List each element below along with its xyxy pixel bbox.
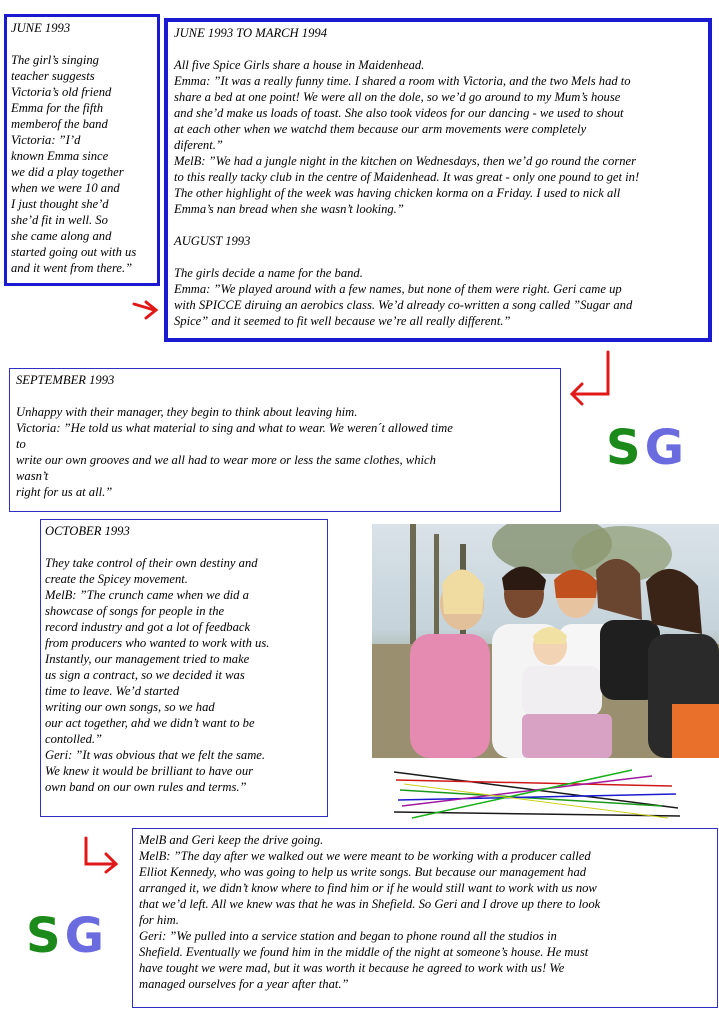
june-march-body: All five Spice Girls share a house in Maidenhead. Emma: ”It was a really funny time. I shared a room with Victoria, and the two Mels had to share a bed at one point! We were all on the dole, so we’d go around to my Mum’s house and she’d make us loads of toast. She also took videos for our dancing - we used to shout at each other when we watchd them because our arm movements were completely diferent.” MelB: ”We had a jungle night in the kitchen on Wednesdays, then we’d go round the corner to this really tacky club in the centre of Maidenhead. It was great - only one pound to get in! The other highlight of the week was having chicken korma on a Friday. I used to nick all Emma’s nan bread when she wasn’t looking.”	[174, 58, 640, 216]
sg-logo-bottom	[26, 908, 108, 964]
band-photo	[372, 524, 719, 758]
logo-g-bottom: G	[64, 908, 108, 964]
sg-logo	[606, 420, 688, 476]
october-1993-box	[40, 519, 328, 817]
august-1993-body: The girls decide a name for the band. Emma: ”We played around with a few names, but none of them were right. Geri came up with SPICCE diruing an aerobics class. We’d already co-written a song called ”Sugar and Spice” and it seemed to fit well because we’re all really different.”	[174, 266, 633, 328]
scribble-lines-decoration	[392, 766, 682, 822]
band-photo-illustration	[372, 524, 719, 758]
logo-g: G	[644, 420, 688, 476]
arrow-right-icon	[132, 296, 162, 320]
september-1993-heading: SEPTEMBER 1993	[16, 373, 115, 387]
drive-box	[132, 828, 718, 1008]
october-1993-body: They take control of their own destiny and create the Spicey movement. MelB: ”The crunch came when we did a showcase of songs for people in the record industry and got a lot of feedback from producers who wanted to work with us. Instantly, our management tried to make us sign a contract, so we decided it was time to leave. We’d started writing our own songs, so we had our act together, ahd we didn’t want to be contolled.” Geri: ”It was obvious that we felt the same. We knew it would be brilliant to have our own band on our own rules and terms.”	[45, 556, 270, 794]
june-1993-heading: JUNE 1993	[11, 21, 71, 35]
logo-s-bottom: S	[26, 908, 65, 964]
august-1993-heading: AUGUST 1993	[174, 234, 251, 248]
june-march-heading: JUNE 1993 TO MARCH 1994	[174, 26, 327, 40]
september-1993-box	[9, 368, 561, 512]
logo-s: S	[606, 420, 645, 476]
arrow-down-right-icon	[80, 836, 124, 874]
drive-body: MelB and Geri keep the drive going. MelB: ”The day after we walked out we were meant to be working with a producer called Elliot Kennedy, who was going to help us write songs. But because our management had arranged it, we didn’t know where to find him or if he would still want to work with us now that we’d left. All we knew was that he was in Shefield. So Geri and I drove up there to look for him. Geri: ”We pulled into a service station and began to phone round all the studios in Shefield. Eventually we found him in the middle of the night at someone’s house. He must have tought we were mad, but it was worth it because he agreed to work with us! We managed ourselves for a year after that.”	[139, 833, 601, 991]
october-1993-heading: OCTOBER 1993	[45, 524, 130, 538]
september-1993-body: Unhappy with their manager, they begin to think about leaving him. Victoria: ”He told us what material to sing and what to wear. We weren´t allowed time to write our own grooves and we all had to wear more or less the same clothes, which wasn’t right for us at all.”	[16, 405, 453, 499]
june-1993-to-march-1994-box	[164, 18, 712, 342]
june-1993-box	[4, 14, 160, 286]
june-1993-body: The girl’s singing teacher suggests Victoria’s old friend Emma for the fifth memberof the band Victoria: ”I’d known Emma since we did a play together when we were 10 and I just thought she’d she’d fit in well. So she came along and started going out with us and it went from there.”	[11, 53, 137, 275]
arrow-down-left-icon	[566, 350, 616, 408]
